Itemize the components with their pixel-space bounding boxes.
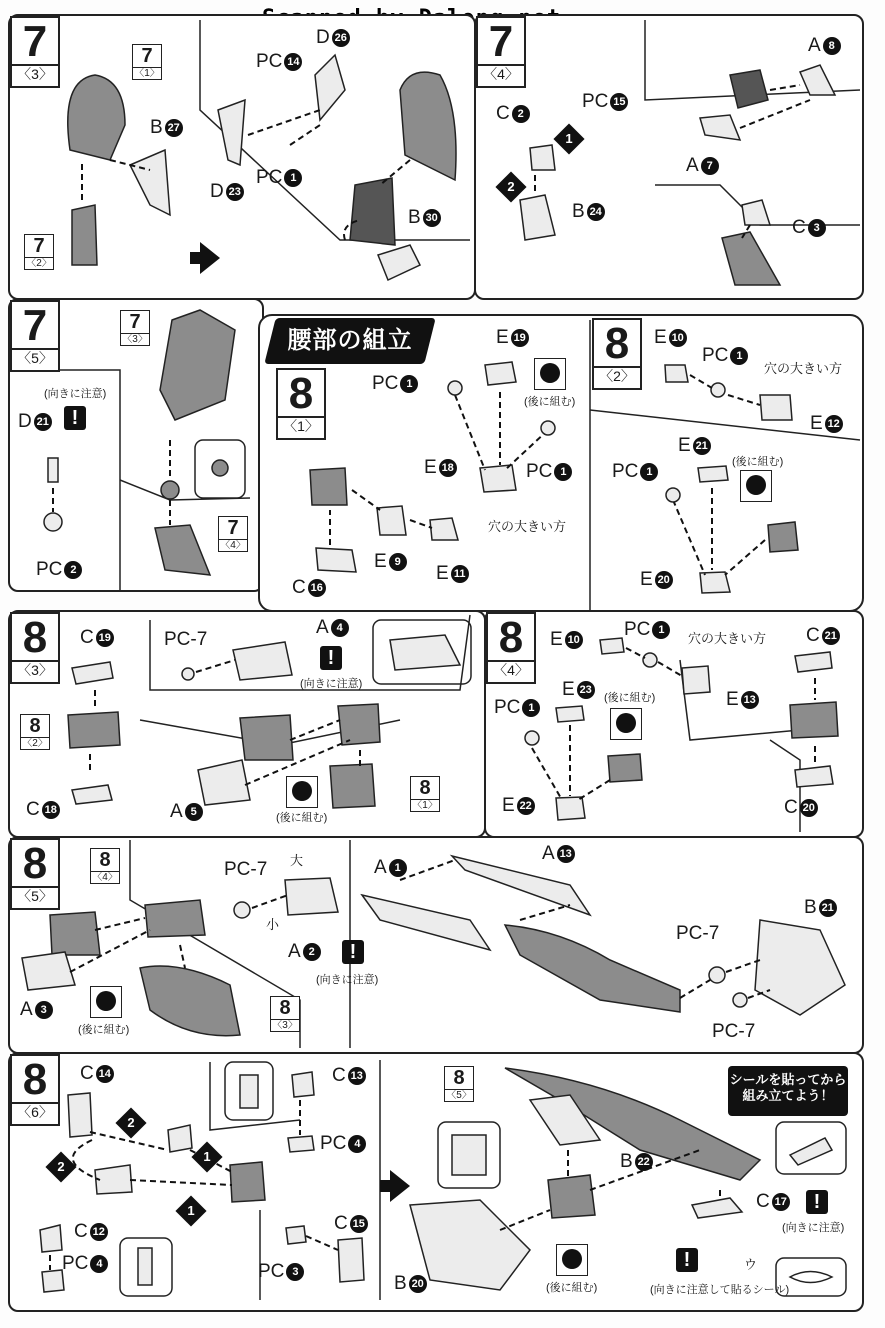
assemble-later-note: (後に組む) (276, 812, 328, 824)
assemble-later-icon (534, 358, 566, 390)
warning-icon: ! (320, 646, 342, 670)
part-label: PC 1 (702, 346, 748, 366)
part-label: PC 1 (612, 462, 658, 482)
part-label: A 7 (686, 156, 719, 176)
assemble-later-note: (後に組む) (604, 692, 656, 704)
part-label: A 4 (316, 618, 349, 638)
order-mark-1-icon: 1 (553, 123, 584, 154)
part-label: B 22 (620, 1152, 653, 1172)
section-title-banner (264, 318, 435, 364)
step-8-4: 8 〈4〉 (486, 612, 536, 684)
orientation-note: (向きに注意) (44, 388, 107, 400)
step-8-2: 8 〈2〉 (592, 318, 642, 390)
next-arrow-icon (200, 242, 220, 274)
order-mark-2-icon: 2 (495, 171, 526, 202)
part-label: A 3 (20, 1000, 53, 1020)
part-label: PC-7 (164, 629, 208, 650)
part-label: B 24 (572, 202, 605, 222)
part-label: A 1 (374, 858, 407, 878)
warning-icon: ! (676, 1248, 698, 1272)
ref-8-5: 8 〈5〉 (444, 1066, 474, 1102)
part-label: PC 2 (36, 560, 82, 580)
ref-8-1: 8 〈1〉 (410, 776, 440, 812)
assemble-later-icon (90, 986, 122, 1018)
section-title: 腰部の組立 (287, 327, 413, 354)
part-label: B 20 (394, 1274, 427, 1294)
part-label: PC 1 (256, 168, 302, 188)
part-label: E 11 (436, 564, 469, 584)
order-mark-2-icon: 2 (115, 1107, 146, 1138)
big-hole-note: 穴の大きい方 (688, 631, 767, 646)
part-label: PC-7 (224, 859, 268, 880)
part-label: D 21 (18, 412, 52, 432)
part-label: C 17 (756, 1192, 790, 1212)
step-8-6: 8 〈6〉 (10, 1054, 60, 1126)
part-label: E 18 (424, 458, 457, 478)
warning-icon: ! (342, 940, 364, 964)
next-arrow-icon (390, 1170, 410, 1202)
order-mark-1-icon: 1 (191, 1141, 222, 1172)
part-label: C 18 (26, 800, 60, 820)
part-label: C 20 (784, 798, 818, 818)
part-label: C 19 (80, 628, 114, 648)
orientation-note: (向きに注意) (782, 1222, 845, 1234)
part-label: C 13 (332, 1066, 366, 1086)
orientation-note: (向きに注意) (316, 974, 379, 986)
order-mark-1-icon: 1 (175, 1195, 206, 1226)
part-label: A 5 (170, 802, 203, 822)
large-note: 大 (290, 853, 304, 868)
ref-7-1: 7 〈1〉 (132, 44, 162, 80)
part-label: E 20 (640, 570, 673, 590)
warning-icon: ! (64, 406, 86, 430)
ref-8-2: 8 〈2〉 (20, 714, 50, 750)
part-label: C 14 (80, 1064, 114, 1084)
part-label: C 16 (292, 578, 326, 598)
sticker-instruction: シールを貼ってから組み立てよう！ (728, 1066, 848, 1116)
part-label: E 12 (810, 414, 843, 434)
part-label: E 21 (678, 436, 711, 456)
warning-icon: ! (806, 1190, 828, 1214)
big-hole-note: 穴の大きい方 (488, 519, 567, 534)
part-label: PC-7 (712, 1021, 756, 1042)
part-label: PC 1 (624, 620, 670, 640)
part-label: E 10 (550, 630, 583, 650)
part-label: B 27 (150, 118, 183, 138)
part-label: C 21 (806, 626, 840, 646)
part-label: C 2 (496, 104, 530, 124)
part-label: C 3 (792, 218, 826, 238)
assemble-later-icon (556, 1244, 588, 1276)
small-note: 小 (266, 917, 280, 932)
part-label: PC 1 (494, 698, 540, 718)
part-label: PC 4 (320, 1134, 366, 1154)
ref-7-4: 7 〈4〉 (218, 516, 248, 552)
step-7-4: 7 〈4〉 (476, 16, 526, 88)
part-label: PC 1 (372, 374, 418, 394)
part-label: D 23 (210, 182, 244, 202)
ref-7-3: 7 〈3〉 (120, 310, 150, 346)
part-label: B 30 (408, 208, 441, 228)
assemble-later-icon (740, 470, 772, 502)
part-label: PC 15 (582, 92, 628, 112)
assemble-later-icon (610, 708, 642, 740)
assemble-later-note: (後に組む) (732, 456, 784, 468)
part-label: E 10 (654, 328, 687, 348)
order-mark-2-icon: 2 (45, 1151, 76, 1182)
part-label: A 8 (808, 36, 841, 56)
part-label: A 2 (288, 942, 321, 962)
orientation-note: (向きに注意) (300, 678, 363, 690)
part-label: PC-7 (676, 923, 720, 944)
step-8-5: 8 〈5〉 (10, 838, 60, 910)
part-label: E 9 (374, 552, 407, 572)
assemble-later-note: (後に組む) (524, 396, 576, 408)
part-label: PC 14 (256, 52, 302, 72)
part-label: E 23 (562, 680, 595, 700)
part-label: B 21 (804, 898, 837, 918)
step-8-3: 8 〈3〉 (10, 612, 60, 684)
part-label: PC 4 (62, 1254, 108, 1274)
assemble-later-note: (後に組む) (546, 1282, 598, 1294)
assemble-later-note: (後に組む) (78, 1024, 130, 1036)
part-label: C 12 (74, 1222, 108, 1242)
ref-8-4: 8 〈4〉 (90, 848, 120, 884)
step-7-5: 7 〈5〉 (10, 300, 60, 372)
step-8-1: 8 〈1〉 (276, 368, 326, 440)
part-label: PC 3 (258, 1262, 304, 1282)
ref-8-3: 8 〈3〉 (270, 996, 300, 1032)
part-label: D 26 (316, 28, 350, 48)
sticker-u-label: ウ (744, 1257, 758, 1272)
orientation-sticker-note: (向きに注意して貼るシール) (650, 1284, 790, 1296)
part-label: E 19 (496, 328, 529, 348)
step-7-3: 7 〈3〉 (10, 16, 60, 88)
part-label: A 13 (542, 844, 575, 864)
ref-7-2: 7 〈2〉 (24, 234, 54, 270)
part-label: E 22 (502, 796, 535, 816)
part-label: C 15 (334, 1214, 368, 1234)
part-label: PC 1 (526, 462, 572, 482)
part-label: E 13 (726, 690, 759, 710)
assemble-later-icon (286, 776, 318, 808)
big-hole-note: 穴の大きい方 (764, 361, 843, 376)
